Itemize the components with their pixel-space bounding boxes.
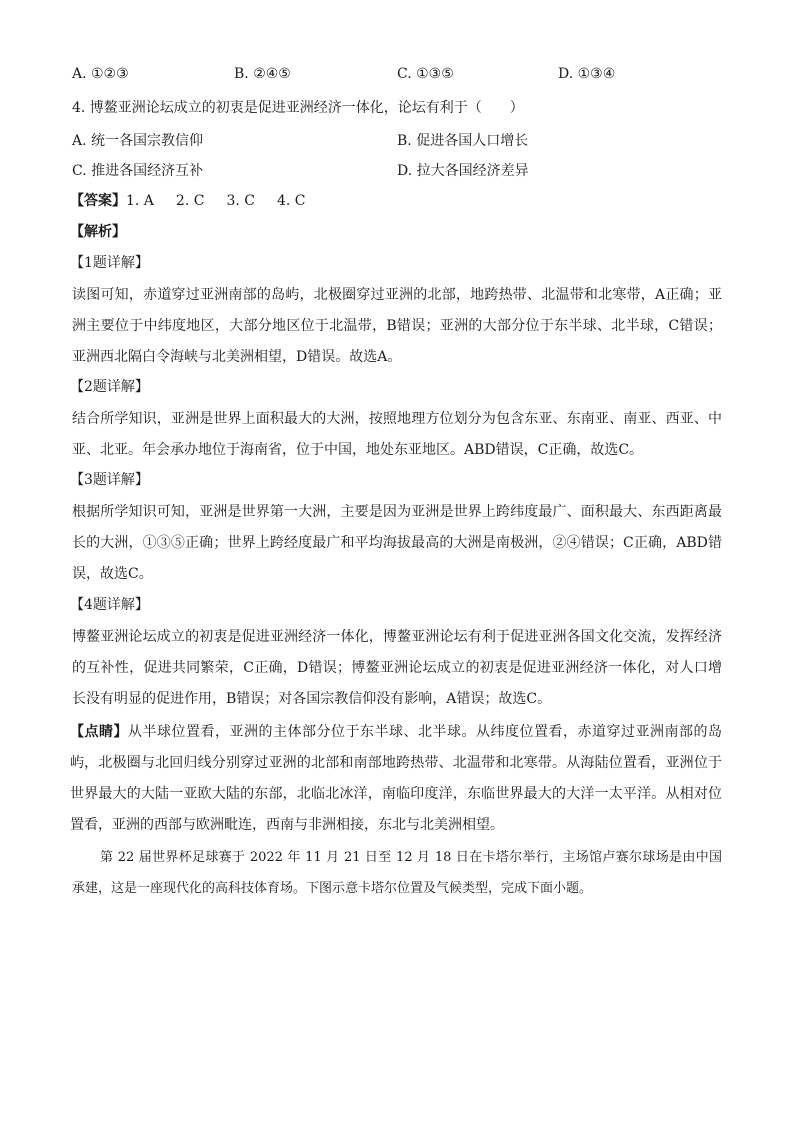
detail-line: 长没有明显的促进作用，B错误；对各国宗教信仰没有影响，A错误；故选C。 <box>72 691 552 707</box>
next-question-intro <box>72 842 722 904</box>
detail-3-body <box>72 497 722 590</box>
q4-option-d: D. 拉大各国经济差异 <box>397 163 529 179</box>
detail-4-heading: 【4题详解】 <box>70 597 149 613</box>
detail-line: 的互补性，促进共同繁荣，C正确，D错误；博鳌亚洲论坛成立的初衷是促进亚洲经济一体化，对人口增 <box>72 660 722 676</box>
q3-option-c: C. ①③⑤ <box>397 66 454 82</box>
q4-option-a: A. 统一各国宗教信仰 <box>72 133 204 149</box>
tip-label: 【点睛】 <box>70 724 128 740</box>
answer-item: 3. C <box>226 193 255 209</box>
analysis-label: 【解析】 <box>70 224 126 240</box>
detail-line: 读图可知，赤道穿过亚洲南部的岛屿，北极圈穿过亚洲的北部，地跨热带、北温带和北寒带，A正确；亚 <box>72 287 722 303</box>
tip-line <box>70 717 722 748</box>
detail-line: 亚洲西北隔白令海峡与北美洲相望，D错误。故选A。 <box>72 349 402 365</box>
detail-line: 结合所学知识，亚洲是世界上面积最大的大洲，按照地理方位划分为包含东亚、东南亚、南亚、西亚、中 <box>72 411 722 427</box>
detail-4-body <box>72 622 722 715</box>
detail-line: 博鳌亚洲论坛成立的初衷是促进亚洲经济一体化，博鳌亚洲论坛有利于促进亚洲各国文化交流，发挥经济 <box>72 629 722 645</box>
intro-line: 第 22 届世界杯足球赛于 2022 年 11 月 21 日至 12 月 18 日在卡塔尔举行，主场馆卢赛尔球场是由中国 <box>100 850 722 865</box>
detail-line: 洲主要位于中纬度地区，大部分地区位于北温带，B错误；亚洲的大部分位于东半球、北半球，C错误； <box>72 318 722 334</box>
tip-line: 世界最大的大陆一亚欧大陆的东部，北临北冰洋，南临印度洋，东临世界最大的大洋一太平洋。从相对位 <box>70 786 722 802</box>
detail-line: 亚、北亚。年会承办地位于海南省，位于中国，地处东亚地区。ABD错误，C正确，故选C。 <box>72 442 644 458</box>
answer-item: 4. C <box>276 193 306 209</box>
q4-option-c: C. 推进各国经济互补 <box>72 163 204 179</box>
detail-2-body <box>72 404 722 466</box>
answer-item: 1. A <box>126 193 154 209</box>
q3-option-a: A. ①②③ <box>72 66 129 82</box>
q4-stem: 4. 博鳌亚洲论坛成立的初衷是促进亚洲经济一体化，论坛有利于（ ） <box>72 100 524 116</box>
q4-option-b: B. 促进各国人口增长 <box>397 133 529 149</box>
intro-line: 承建，这是一座现代化的高科技体育场。下图示意卡塔尔位置及气候类型，完成下面小题。 <box>72 881 593 896</box>
detail-1-body <box>72 280 722 373</box>
detail-2-heading: 【2题详解】 <box>70 379 149 395</box>
detail-line: 长的大洲，①③⑤正确；世界上跨经度最广和平均海拔最高的大洲是南极洲，②④错误；C正确，ABD错 <box>72 535 722 551</box>
answer-item: 2. C <box>175 193 205 209</box>
detail-line: 误，故选C。 <box>72 566 153 582</box>
answer-line <box>70 191 328 211</box>
tip-line: 置看，亚洲的西部与欧洲毗连，西南与非洲相接，东北与北美洲相望。 <box>70 817 504 833</box>
detail-line: 根据所学知识可知，亚洲是世界第一大洲，主要是因为亚洲是世界上跨纬度最广、面积最大、东西距离最 <box>72 504 722 520</box>
tip-body <box>70 717 722 841</box>
detail-1-heading: 【1题详解】 <box>70 255 149 271</box>
answer-label: 【答案】 <box>70 193 126 209</box>
q3-option-b: B. ②④⑤ <box>234 66 291 82</box>
detail-3-heading: 【3题详解】 <box>70 472 149 488</box>
q3-option-d: D. ①③④ <box>558 66 616 82</box>
tip-line-text: 从半球位置看，亚洲的主体部分位于东半球、北半球。从纬度位置看，赤道穿过亚洲南部的岛 <box>128 724 722 740</box>
tip-line: 屿，北极圈与北回归线分别穿过亚洲的北部和南部地跨热带、北温带和北寒带。从海陆位置看，亚洲位于 <box>70 755 722 771</box>
